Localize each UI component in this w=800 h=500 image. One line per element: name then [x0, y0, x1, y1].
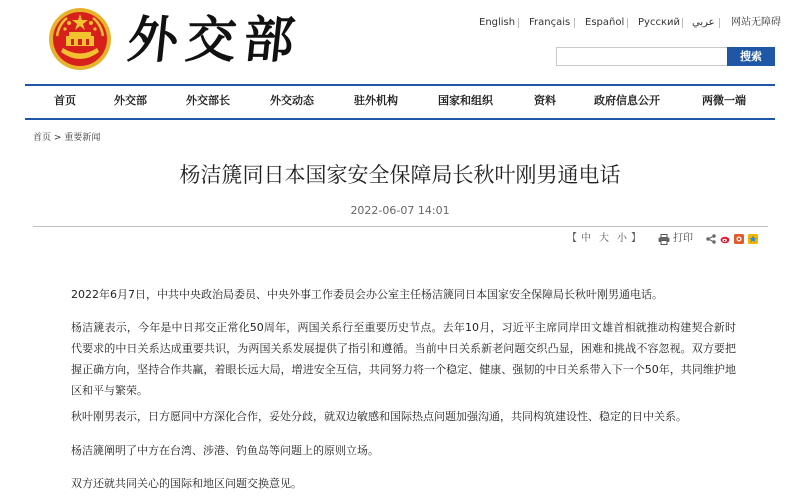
nav-item-activities[interactable]: 外交动态: [270, 94, 314, 107]
publish-date: 2022-06-07 14:01: [350, 204, 450, 217]
breadcrumb-home-link[interactable]: 首页: [33, 133, 52, 143]
nav-item-disclosure[interactable]: 政府信息公开: [594, 94, 660, 107]
search-input[interactable]: [556, 47, 733, 66]
nav-item-resources[interactable]: 资料: [534, 94, 556, 107]
site-logo[interactable]: 外交部: [124, 10, 306, 69]
wechat-icon[interactable]: [734, 234, 744, 244]
national-emblem-icon[interactable]: [47, 6, 113, 72]
lang-french-link[interactable]: Français: [529, 17, 571, 28]
lang-divider: [574, 18, 575, 28]
nav-item-countries[interactable]: 国家和组织: [438, 94, 493, 107]
search-button[interactable]: 搜索: [727, 47, 775, 66]
print-link[interactable]: 打印: [673, 233, 693, 244]
article-paragraph: 双方还就共同关心的国际和地区问题交换意见。: [71, 477, 302, 490]
accessibility-link[interactable]: 网站无障碍: [731, 17, 781, 28]
weibo-icon[interactable]: [720, 234, 730, 244]
nav-item-missions[interactable]: 驻外机构: [354, 94, 398, 107]
article-paragraph: 杨洁篪阐明了中方在台湾、涉港、钓鱼岛等问题上的原则立场。: [71, 444, 379, 457]
font-size-bracket-close: 】: [631, 233, 641, 244]
title-divider: [33, 226, 768, 227]
nav-item-home[interactable]: 首页: [54, 94, 76, 107]
print-icon[interactable]: [658, 234, 670, 245]
lang-arabic-link[interactable]: عربي: [692, 17, 715, 28]
qzone-icon[interactable]: [748, 234, 758, 244]
nav-bottom-border: [25, 118, 775, 120]
page-title: 杨洁篪同日本国家安全保障局长秋叶刚男通电话: [179, 163, 621, 187]
nav-item-minister[interactable]: 外交部长: [186, 94, 230, 107]
lang-russian-link[interactable]: Русский: [638, 17, 680, 28]
nav-top-border: [25, 84, 775, 86]
lang-divider: [719, 18, 720, 28]
share-icon[interactable]: [706, 234, 716, 244]
font-size-medium-link[interactable]: 大: [599, 233, 609, 244]
article-paragraph: 2022年6月7日，中共中央政治局委员、中央外事工作委员会办公室主任杨洁篪同日本国家安全保障局长秋叶刚男通电话。: [71, 288, 663, 301]
breadcrumb: [33, 131, 100, 145]
breadcrumb-separator: >: [53, 133, 62, 143]
lang-divider: [627, 18, 628, 28]
nav-item-ministry[interactable]: 外交部: [114, 94, 147, 107]
lang-spanish-link[interactable]: Español: [585, 17, 625, 28]
breadcrumb-section-link[interactable]: 重要新闻: [64, 133, 101, 143]
article-paragraph: 秋叶刚男表示，日方愿同中方深化合作，妥处分歧，就双边敏感和国际热点问题加强沟通，共同构筑建设性、稳定的日中关系。: [71, 410, 687, 423]
lang-divider: [682, 18, 683, 28]
font-size-small-link[interactable]: 小: [617, 233, 627, 244]
nav-item-social[interactable]: 两微一端: [702, 94, 746, 107]
article-paragraph: 杨洁篪表示，今年是中日邦交正常化50周年，两国关系行至重要历史节点。去年10月，习近平主席同岸田文雄首相就推动构建契合新时代要求的中日关系达成重要共识，为两国关系发展提供了指引和遵循。当前中日关系新老问题交织凸显，困难和挑战不容忽视。双方要把握正确方向，坚持合作共赢，着眼长远大局，增进安全互信，共同努力将一个稳定、健康、强韧的中日关系带入下一个50年，共同维护地区和平与繁荣。: [71, 321, 736, 397]
lang-divider: [518, 18, 519, 28]
lang-english-link[interactable]: English: [479, 17, 516, 28]
font-size-bracket-open: 【: [567, 233, 577, 244]
font-size-large-link[interactable]: 中: [581, 233, 591, 244]
